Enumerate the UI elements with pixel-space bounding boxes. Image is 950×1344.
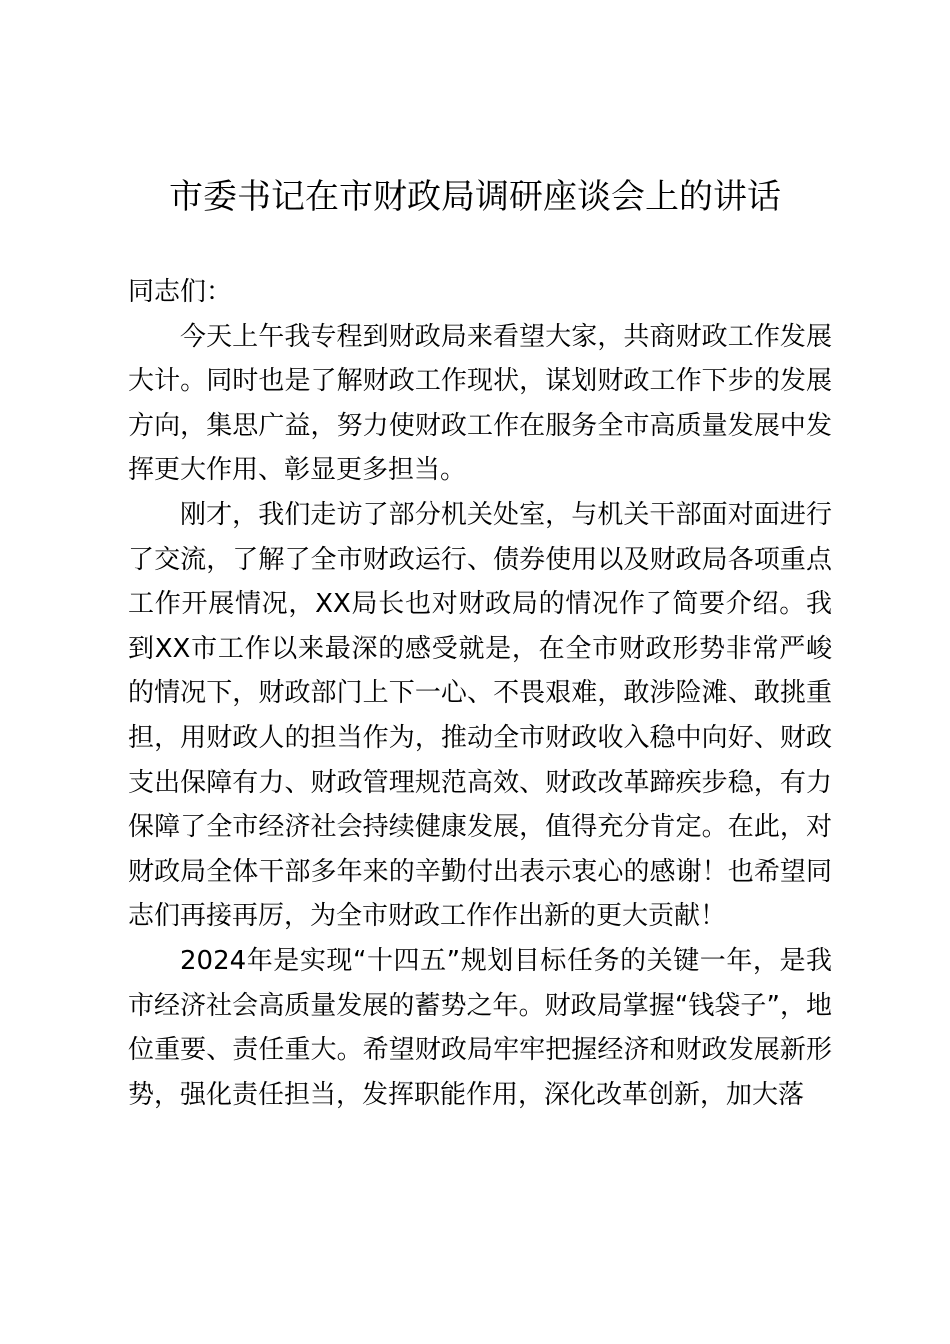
- paragraph-2: 刚才，我们走访了部分机关处室，与机关干部面对面进行了交流，了解了全市财政运行、债券使用以及财政局各项重点工作开展情况，XX局长也对财政局的情况作了简要介绍。我到XX市工作以来最深的感受就是，在全市财政形势非常严峻的情况下，财政部门上下一心、不畏艰难，敢涉险滩、敢挑重担，用财政人的担当作为，推动全市财政收入稳中向好、财政支出保障有力、财政管理规范高效、财政改革蹄疾步稳，有力保障了全市经济社会持续健康发展，值得充分肯定。在此，对财政局全体干部多年来的辛勤付出表示衷心的感谢！也希望同志们再接再厉，为全市财政工作作出新的更大贡献！: [128, 499, 832, 932]
- paragraph-1: 今天上午我专程到财政局来看望大家，共商财政工作发展大计。同时也是了解财政工作现状，谋划财政工作下步的发展方向，集思广益，努力使财政工作在服务全市高质量发展中发挥更大作用、彰显更多担当。: [128, 321, 832, 486]
- document-title: 市委书记在市财政局调研座谈会上的讲话: [169, 177, 781, 217]
- paragraph-3: 2024年是实现“十四五”规划目标任务的关键一年，是我市经济社会高质量发展的蓄势之年。财政局掌握“钱袋子”，地位重要、责任重大。希望财政局牢牢把握经济和财政发展新形势，强化责任担当，发挥职能作用，深化改革创新，加大落: [128, 945, 832, 1110]
- salutation: 同志们：: [128, 277, 233, 307]
- document-body: [128, 270, 832, 1117]
